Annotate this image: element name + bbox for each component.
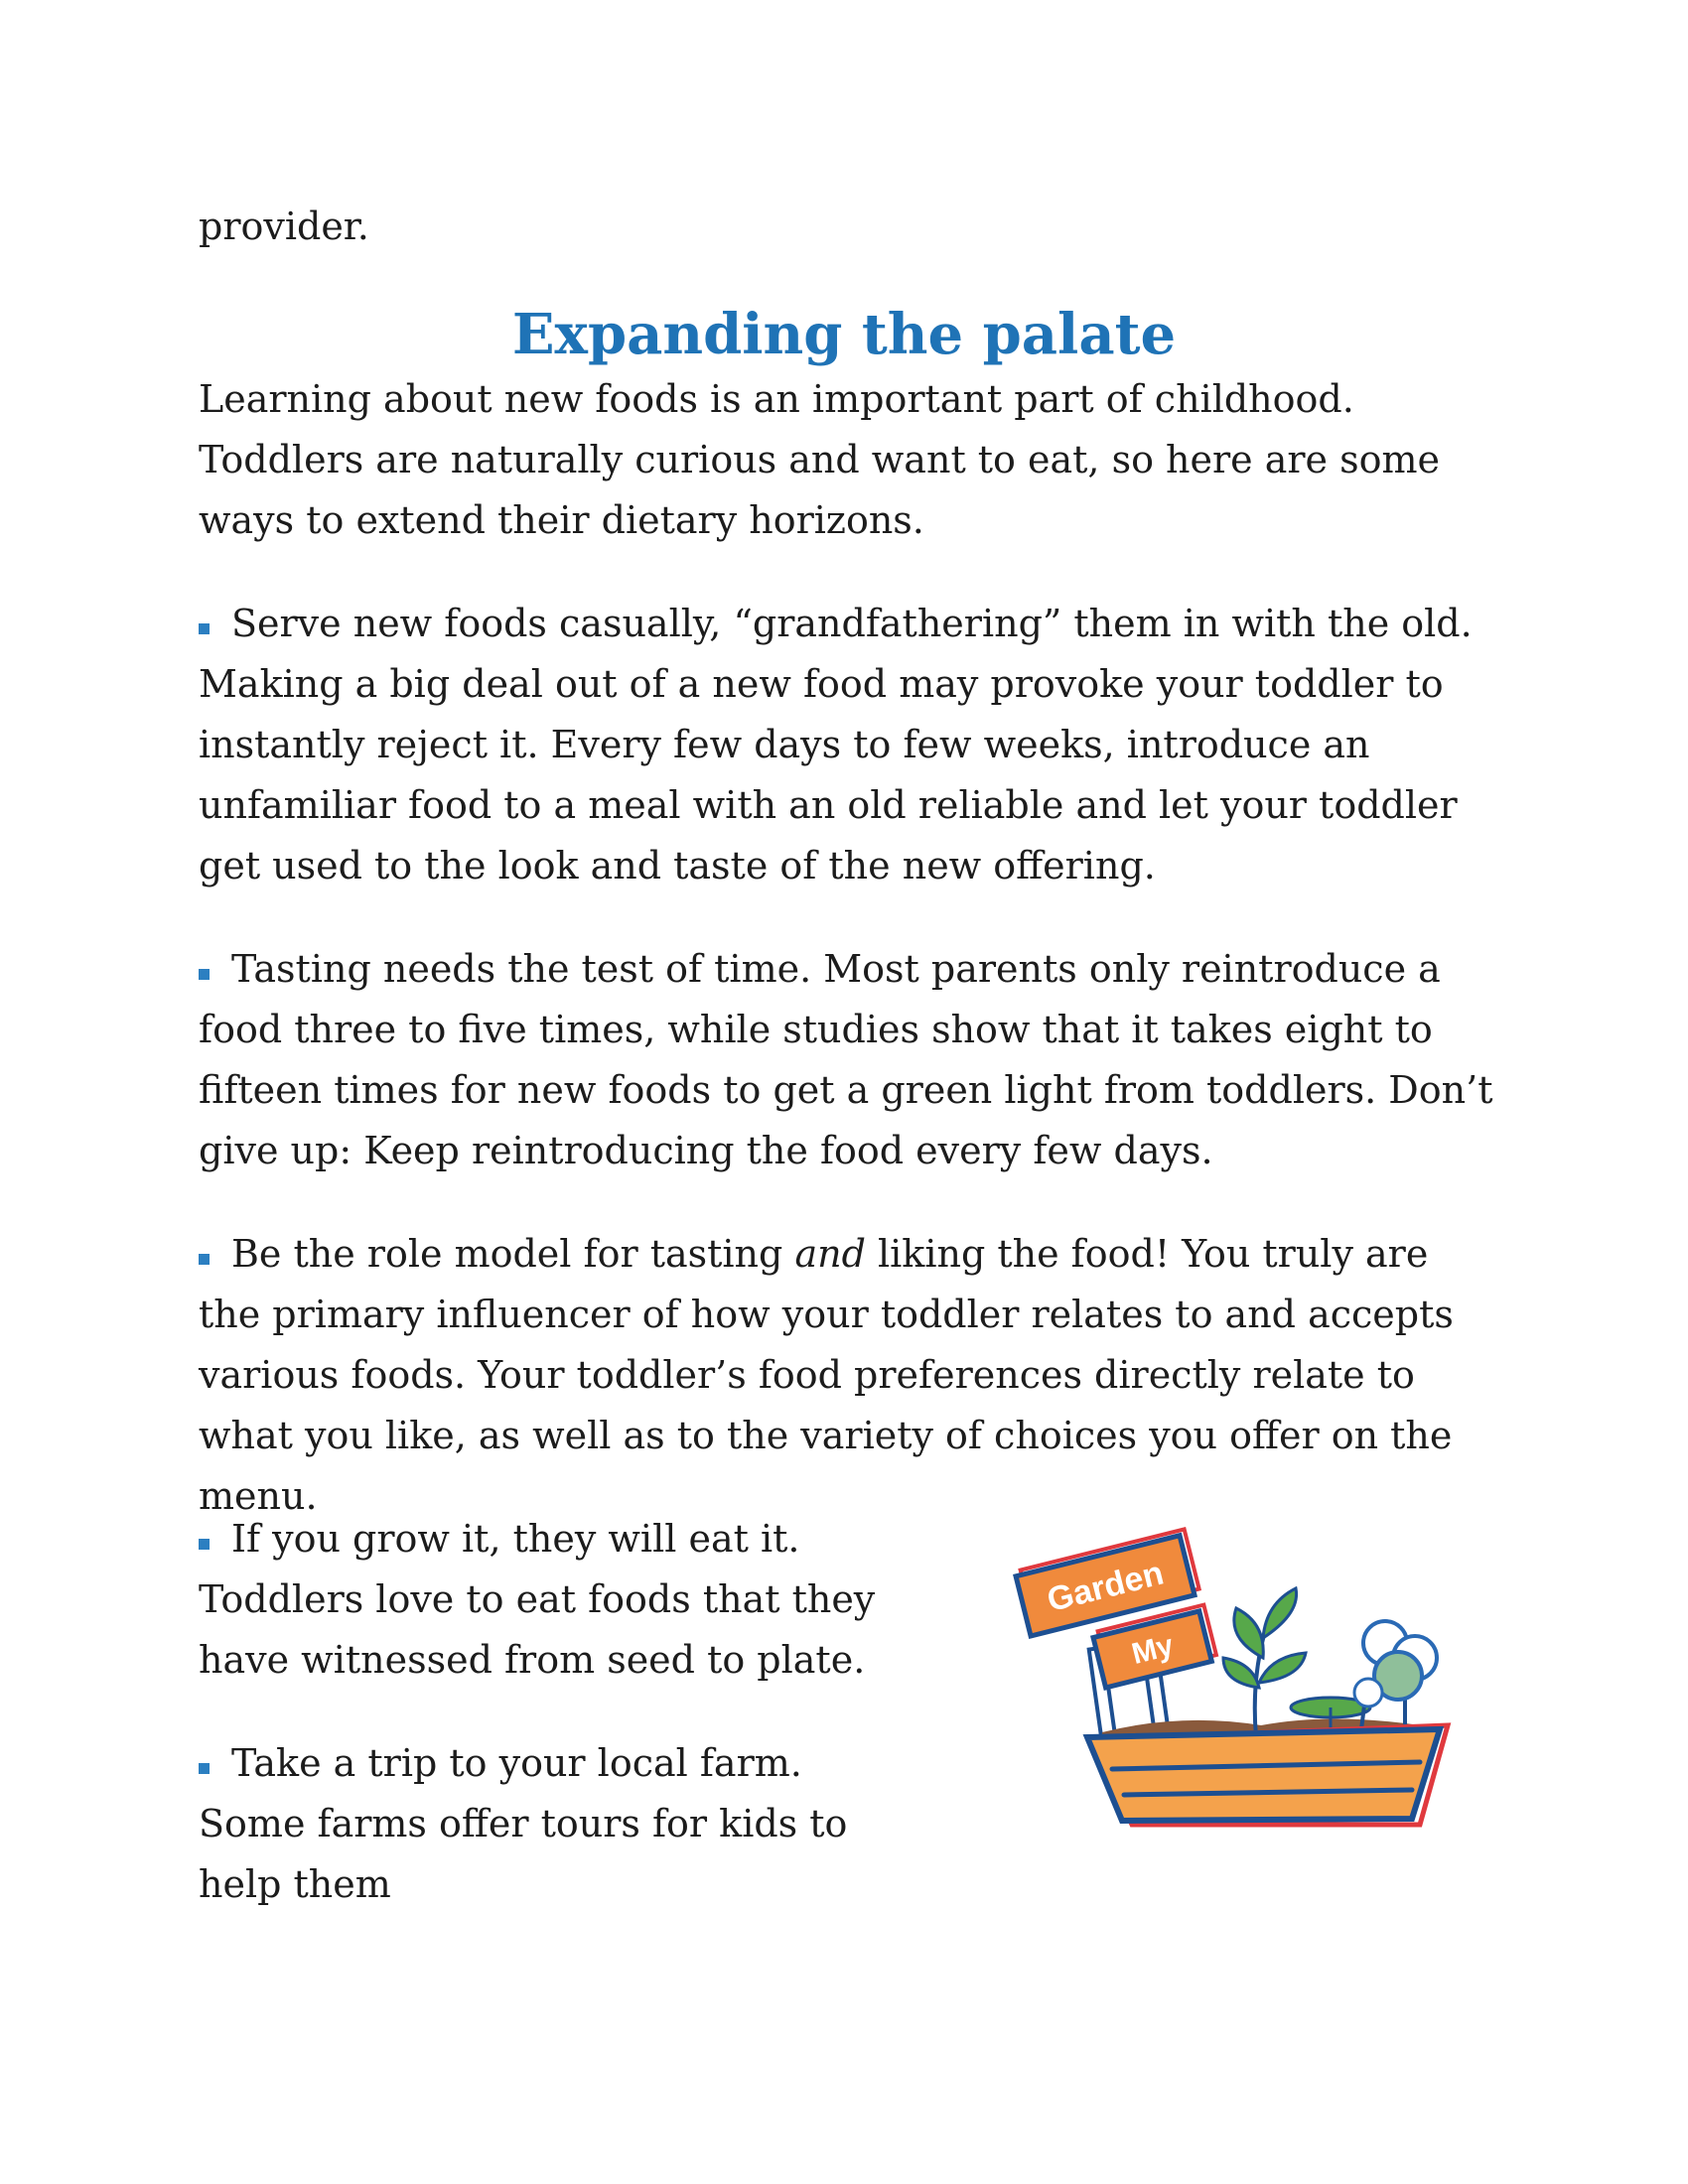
square-bullet-icon (199, 1539, 210, 1550)
sprout-leaves (1223, 1588, 1306, 1737)
tip-text: Tasting needs the test of time. Most parents only reintroduce a food three to five times, while studies show that it takes eight to fifteen times for new foods to get a green light from toddlers. Don’t give up: Keep reintroducing the food every few days. (199, 947, 1493, 1172)
tip-text-end: liking the food! You truly are the primary influencer of how your toddler relates to and accepts various foods. Your toddler’s food preferences directly relate to what you like, as well as to the variety of choices you offer on the menu. (199, 1232, 1454, 1518)
tip-item (199, 1509, 914, 1691)
section-heading: Expanding the palate (511, 302, 1177, 367)
broccoli-plants (1354, 1621, 1437, 1737)
garden-sign (1015, 1529, 1217, 1688)
tip-text: Take a trip to your local farm. Some farms offer tours for kids to help them (199, 1741, 848, 1906)
square-bullet-icon (199, 1254, 210, 1265)
tip-item (199, 1224, 1499, 1527)
intro-paragraph: Learning about new foods is an important part of childhood. Toddlers are naturally curious and want to eat, so here are some ways to extend their dietary horizons. (199, 377, 1441, 542)
sign-text-my: My (1128, 1628, 1178, 1671)
square-bullet-icon (199, 1763, 210, 1774)
square-bullet-icon (199, 623, 210, 634)
tip-text: If you grow it, they will eat it. Toddlers love to eat foods that they have witnessed from seed to plate. (199, 1517, 876, 1682)
tip-text-emphasis: and (794, 1232, 866, 1276)
carry-over-text: provider. (199, 205, 369, 248)
planter-box (1087, 1725, 1448, 1825)
tip-item (199, 939, 1499, 1181)
tip-text-start: Be the role model for tasting (231, 1232, 795, 1276)
tip-text: Serve new foods casually, “grandfathering” them in with the old. Making a big deal out of a new food may provoke your toddler to instantly reject it. Every few days to few weeks, introduce an unfamiliar food to a meal with an old reliable and let your toddler get used to the look and taste of the new offering. (199, 602, 1473, 887)
square-bullet-icon (199, 969, 210, 980)
tip-item (199, 594, 1499, 896)
sign-text-garden: Garden (1043, 1554, 1168, 1620)
garden-planter-illustration (1003, 1509, 1489, 1846)
tip-item (199, 1733, 914, 1915)
